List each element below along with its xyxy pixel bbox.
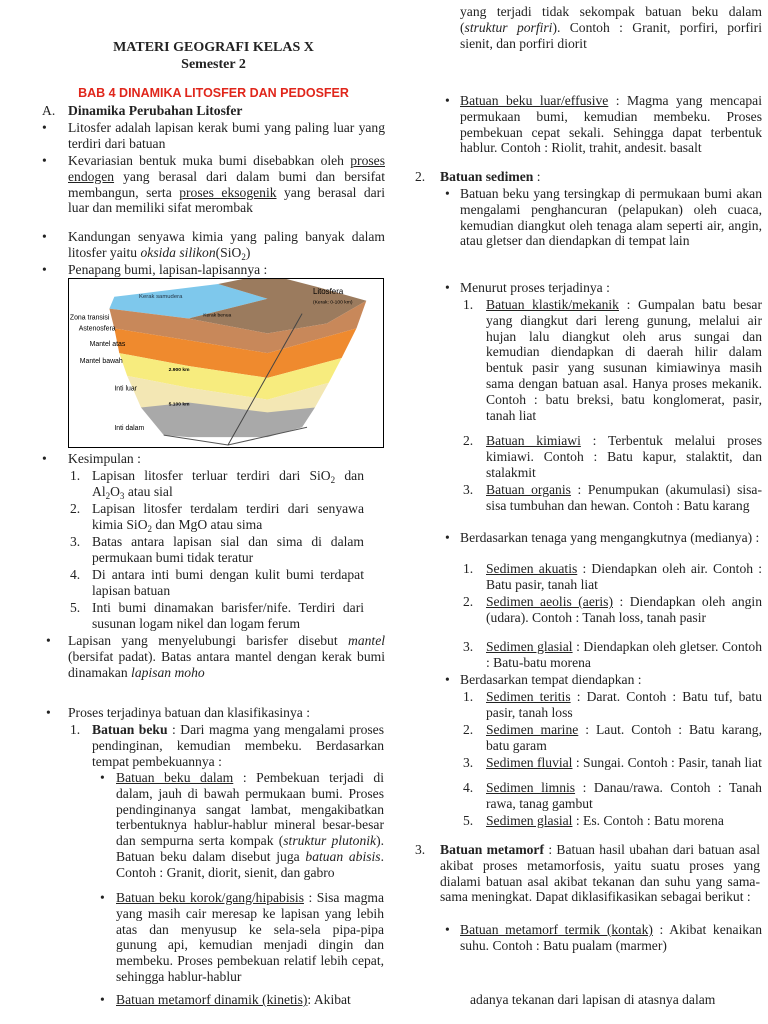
diagram-label: Kerak benua (203, 313, 232, 319)
text-run: Kandungan senyawa kimia yang paling banyak dalam litosfer yaitu (68, 229, 385, 260)
underlined-term: Batuan beku luar/effusive (460, 93, 609, 108)
text-run: Proses terjadinya batuan dan klasifikasinya : (68, 705, 310, 720)
list-number: 1. (463, 689, 474, 704)
paragraph-text (92, 567, 364, 599)
left-column-block (100, 770, 384, 881)
text-run: Semester 2 (181, 57, 246, 72)
bullet-icon: • (100, 992, 105, 1007)
right-column-block (415, 842, 760, 905)
underlined-term: Sedimen fluvial (486, 755, 573, 770)
paragraph-text (116, 992, 384, 1008)
list-number: 2. (70, 501, 81, 516)
right-column-block (463, 561, 762, 593)
list-number: 3. (415, 842, 426, 857)
list-number: 4. (463, 780, 474, 795)
paragraph-text (92, 501, 364, 533)
list-number: 1. (463, 297, 474, 312)
text-run: Berdasarkan tempat diendapkan : (460, 672, 642, 687)
list-number: 2. (415, 169, 426, 184)
text-run: : Penumpukan (akumulasi) sisa-sisa tumbuhan dan hewan. Contoh : Batu karang (486, 482, 762, 513)
paragraph-text (116, 770, 384, 881)
text-run: ) (245, 244, 251, 260)
left-column-block (42, 103, 385, 119)
right-column-block (463, 689, 762, 721)
text-run: Penapang bumi, lapisan-lapisannya : (68, 262, 268, 277)
text-run: . Contoh : Granit, diorit, sienit, dan gabro (116, 848, 384, 880)
list-number: 1. (70, 468, 81, 483)
right-column-block (415, 169, 760, 185)
paragraph-text (470, 992, 762, 1008)
text-run: Kevariasian bentuk muka bumi disebabkan oleh (68, 153, 351, 168)
italic-term: mantel (348, 633, 385, 648)
text-run: yang berasal dari luar dan memiliki sifat merombak (68, 184, 385, 216)
text-run: adanya tekanan dari lapisan di atasnya dalam (470, 992, 716, 1007)
underlined-term: Sedimen aeolis (aeris) (486, 594, 613, 609)
diagram-label: Inti dalam (114, 425, 145, 433)
list-number: A. (42, 103, 56, 118)
text-run: : Diendapkan oleh air. Contoh : Batu pasir, tanah liat (486, 561, 762, 592)
diagram-label: 5.100 km (168, 402, 190, 408)
text-run: Lapisan litosfer terluar terdiri dari SiO (92, 468, 331, 483)
paragraph-text (440, 842, 760, 905)
bullet-icon: • (445, 186, 450, 201)
text-run: dan MgO atau sima (152, 516, 263, 532)
right-column-block (463, 639, 762, 671)
list-number: 3. (463, 755, 474, 770)
text-run: : Akibat kenaikan suhu. Contoh : Batu pualam (marmer) (460, 922, 762, 953)
list-number: 5. (70, 600, 81, 615)
bold-term: Batuan sedimen (440, 169, 534, 184)
list-number: 3. (70, 534, 81, 549)
list-number: 2. (463, 433, 474, 448)
text-run: (SiO (215, 244, 242, 260)
paragraph-text (116, 890, 384, 985)
bullet-icon: • (46, 633, 51, 648)
diagram-label: Zona transisi (69, 314, 110, 322)
text-run: : Akibat (307, 992, 351, 1007)
text-run: yang terjadi tidak sekompak batuan beku dalam ( (460, 4, 762, 35)
underlined-term: Sedimen glasial (486, 813, 573, 828)
paragraph-text (68, 103, 385, 119)
bullet-icon: • (42, 120, 47, 135)
text-run: Lapisan litosfer terdalam terdiri dari senyawa kimia SiO (92, 501, 364, 532)
text-run: 3 (119, 490, 125, 501)
left-column-block (70, 567, 364, 599)
text-run: : Danau/rawa. Contoh : Tanah rawa, tanag gambut (486, 780, 762, 811)
list-number: 2. (463, 594, 474, 609)
italic-term: struktur plutonik (283, 833, 377, 849)
underlined-term: proses endogen (68, 153, 385, 184)
left-column-block (42, 86, 385, 102)
underlined-term: Sedimen akuatis (486, 561, 578, 576)
paragraph-text (460, 530, 762, 546)
paragraph-text (92, 600, 364, 632)
diagram-label: Mantel bawah (79, 358, 123, 365)
underlined-term: proses eksogenik (179, 184, 277, 200)
right-column-block (463, 780, 762, 812)
text-run: : Darat. Contoh : Batu tuf, batu pasir, tanah loss (486, 689, 762, 720)
paragraph-text (486, 482, 762, 514)
paragraph-text (42, 40, 385, 56)
paragraph-text (92, 468, 364, 500)
list-number: 1. (463, 561, 474, 576)
underlined-term: Sedimen teritis (486, 689, 571, 704)
bullet-icon: • (445, 93, 450, 108)
text-run: : Diendapkan oleh gletser. Contoh : Batu-batu morena (486, 639, 762, 670)
list-number: 5. (463, 813, 474, 828)
text-run: 2 (330, 475, 336, 485)
paragraph-text (68, 633, 385, 680)
left-column-block (46, 705, 385, 721)
bold-term: Batuan beku (92, 722, 168, 737)
right-column-block (463, 813, 762, 829)
underlined-term: Sedimen marine (486, 722, 579, 737)
text-run: : Diendapkan oleh angin (udara). Contoh : Tanah loss, tanah pasir (486, 594, 763, 625)
bullet-icon: • (46, 705, 51, 720)
left-column-block (100, 890, 384, 985)
paragraph-text (460, 4, 762, 51)
text-run: 2 (105, 490, 111, 501)
italic-term: oksida silikon (140, 244, 216, 260)
paragraph-text (486, 755, 762, 771)
bold-term: Dinamika Perubahan Litosfer (68, 103, 243, 118)
paragraph-text (68, 120, 385, 152)
underlined-term: Batuan beku korok/gang/hipabisis (116, 890, 304, 905)
text-run: Lapisan yang menyelubungi barisfer disebut (68, 633, 348, 648)
diagram-label: Litosfera (312, 286, 344, 296)
text-run: ). Contoh : Granit, porfiri, porfiri sienit, dan porfiri diorit (460, 19, 762, 51)
bullet-icon: • (42, 262, 47, 277)
text-run: Litosfer adalah lapisan kerak bumi yang paling luar yang terdiri dari batuan (68, 120, 385, 151)
underlined-term: Batuan beku dalam (116, 770, 234, 785)
text-run: 2 (241, 251, 246, 262)
italic-term: batuan abisis (305, 848, 381, 864)
right-column-block (445, 93, 762, 156)
right-column-block (463, 722, 762, 754)
underlined-term: Batuan metamorf termik (kontak) (460, 922, 653, 937)
earth-layers-diagram (68, 278, 384, 448)
paragraph-text (486, 594, 762, 626)
bullet-icon: • (445, 922, 450, 937)
right-column-block (445, 672, 762, 688)
text-run: : Batuan hasil ubahan dari batuan asal akibat proses metamorfosis, yaitu suatu proses yang dialami batuan asal akibat tekanan dan suhu yang sama-sama meningkat. Dapat diklasifikasikan sebagai berikut : (440, 842, 760, 905)
paragraph-text (92, 722, 384, 769)
text-run: : Sungai. Contoh : Pasir, tanah liat (572, 755, 762, 770)
bullet-icon: • (100, 770, 105, 785)
left-column-block (42, 40, 385, 56)
text-run: : Dari magma yang mengalami proses pendinginan, kemudian membeku. Berdasarkan tempat pembekuannya : (92, 722, 385, 769)
paragraph-text (68, 262, 385, 278)
left-column-block (42, 120, 385, 152)
paragraph-text (92, 534, 364, 566)
text-run: dan Al (92, 468, 364, 499)
diagram-label: (Kerak: 0-100 km) (312, 300, 353, 306)
paragraph-text (460, 186, 762, 249)
text-run: Menurut proses terjadinya : (460, 280, 610, 295)
text-run: Kesimpulan : (68, 451, 141, 466)
right-column-block (445, 186, 762, 249)
paragraph-text (68, 705, 385, 721)
text-run: 2 (147, 523, 153, 534)
text-run: : Magma yang mencapai permukaan bumi, kemudian membeku. Proses pembekuan cepat sekali. Sehingga dapat terbentuk hablur. Contoh : Riolit, trahit, andesit. basalt (460, 93, 762, 156)
underlined-term: Sedimen glasial (486, 639, 573, 654)
right-column-block (445, 530, 762, 546)
paragraph-text (486, 561, 762, 593)
text-run: Di antara inti bumi dengan kulit bumi terdapat lapisan batuan (92, 567, 364, 598)
left-column-block (46, 633, 385, 680)
right-column-block (445, 280, 762, 296)
right-column-block (463, 594, 763, 626)
left-column-block (70, 468, 364, 501)
text-run: Berdasarkan tenaga yang mengangkutnya (medianya) : (460, 530, 760, 545)
bullet-icon: • (445, 530, 450, 545)
paragraph-text (68, 229, 385, 261)
paragraph-text (486, 813, 762, 829)
bullet-icon: • (445, 280, 450, 295)
diagram-label: Mantel atas (89, 341, 126, 349)
text-run: : Terbentuk melalui proses kimiawi. Contoh : Batu kapur, stalaktit, dan stalakmit (486, 433, 762, 480)
right-column-block (460, 4, 762, 51)
bullet-icon: • (42, 153, 47, 168)
diagram-label: 2.900 km (168, 367, 190, 373)
bullet-icon: • (100, 890, 105, 905)
paragraph-text (460, 280, 762, 296)
text-run: O (110, 483, 120, 499)
left-column-block (70, 722, 385, 769)
left-column-block (70, 600, 364, 632)
paragraph-text (460, 922, 762, 954)
underlined-term: Batuan metamorf dinamik (kinetis) (116, 992, 308, 1007)
text-run: Inti bumi dinamakan barisfer/nife. Terdiri dari susunan logam nikel dan logam ferum (92, 600, 364, 631)
text-run: ). Batuan beku dalam disebut juga (116, 833, 384, 864)
left-column-block (42, 451, 385, 467)
right-column-block (463, 433, 762, 480)
paragraph-text (486, 780, 762, 812)
text-run: atau sial (124, 483, 173, 499)
text-run: : Gumpalan batu besar yang diangkut dari lereng gunung, melalui air hujan lalu diangkut oleh arus sungai dan kemudian diendapkan di daerah hilir dalam bentuk pasir yang susunan kimiawinya masih sama dengan batuan asal. Hanya proses mekanik. Contoh : batu breksi, batu konglomerat, pasir, tanah liat (486, 297, 762, 423)
text-run: : Es. Contoh : Batu morena (572, 813, 724, 828)
underlined-term: Batuan klastik/mekanik (486, 297, 619, 312)
text-run: BAB 4 DINAMIKA LITOSFER DAN PEDOSFER (78, 86, 349, 100)
right-column-block (463, 482, 762, 514)
left-column-block (42, 229, 385, 262)
right-column-block (463, 755, 762, 771)
diagram-label: Kerak samudera (139, 293, 183, 300)
left-column-block (42, 57, 385, 73)
diagram-label: Astenosfera (78, 325, 116, 333)
bullet-icon: • (445, 672, 450, 687)
paragraph-text (486, 689, 762, 721)
list-number: 1. (70, 722, 81, 737)
text-run: : Pembekuan terjadi di dalam, jauh di bawah permukaan bumi. Proses pendinginanya sangat lambat, mengakibatkan terbentuknya hablur-hablur mineral besar-besar dan sempurna serta kompak ( (116, 770, 384, 849)
paragraph-text (486, 639, 762, 671)
text-run: : (533, 169, 541, 184)
italic-term: lapisan moho (131, 664, 205, 680)
text-run: Batas antara lapisan sial dan sima di dalam permukaan bumi tidak teratur (92, 534, 364, 565)
right-column-block (463, 297, 762, 423)
italic-term: struktur porfiri (464, 19, 553, 35)
underlined-term: Batuan kimiawi (486, 433, 581, 448)
underlined-term: Batuan organis (486, 482, 571, 497)
text-run: : Sisa magma yang masih cair meresap ke lapisan yang lebih atas dan menyusup ke sela-sela pipa-pipa gunung api, kemudian menjadi dingin dan membeku. Proses pembekuan relatif lebih cepat, sehingga hablur-hablur (116, 890, 384, 984)
list-number: 3. (463, 482, 474, 497)
text-run: yang berasal dari dalam bumi dan bersifat membangun, serta (68, 168, 385, 200)
left-column-block (100, 992, 384, 1008)
paragraph-text (68, 153, 385, 216)
right-column-block (445, 922, 762, 954)
text-run: : Laut. Contoh : Batu karang, batu garam (486, 722, 762, 753)
paragraph-text (42, 57, 385, 73)
diagram-label: Inti luar (114, 385, 137, 393)
list-number: 3. (463, 639, 474, 654)
left-column-block (42, 262, 385, 278)
text-run: Batuan beku yang tersingkap di permukaan bumi akan mengalami penghancuran (pelapukan) oleh cuaca, kemudian diangkut oleh tenaga alam seperti air, angin, atau gletser dan diendapkan di tempat lain (460, 186, 762, 249)
bullet-icon: • (42, 229, 47, 244)
right-column-block (470, 992, 762, 1008)
paragraph-text (486, 433, 762, 480)
bold-term: Batuan metamorf (440, 842, 544, 857)
paragraph-text (486, 297, 762, 423)
left-column-block (42, 153, 385, 216)
paragraph-text (42, 86, 385, 102)
paragraph-text (68, 451, 385, 467)
paragraph-text (486, 722, 762, 754)
list-number: 4. (70, 567, 81, 582)
paragraph-text (460, 93, 762, 156)
paragraph-text (440, 169, 760, 185)
underlined-term: Sedimen limnis (486, 780, 576, 795)
paragraph-text (460, 672, 762, 688)
left-column-block (70, 534, 364, 566)
bullet-icon: • (42, 451, 47, 466)
list-number: 2. (463, 722, 474, 737)
text-run: (bersifat padat). Batas antara mantel dengan kerak bumi dinamakan (68, 648, 385, 680)
text-run: MATERI GEOGRAFI KELAS X (113, 40, 314, 55)
left-column-block (70, 501, 364, 534)
